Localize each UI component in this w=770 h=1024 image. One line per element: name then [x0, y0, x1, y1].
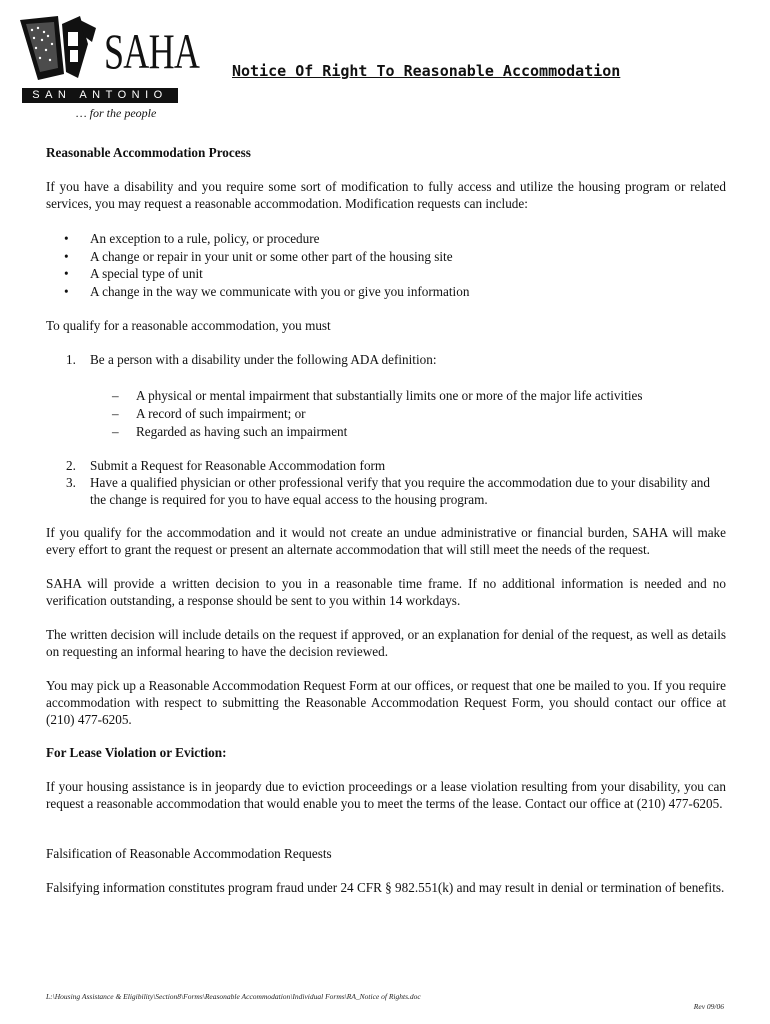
list-item: • A change in the way we communicate with you or give you information	[64, 283, 470, 299]
logo-city-bar: SAN ANTONIO	[22, 88, 178, 103]
intro-paragraph: If you have a disability and you require some sort of modification to fully access and utilize the housing program or related services, you may request a reasonable accommodation. Modification requests can include:	[46, 179, 726, 211]
written-decision-paragraph: The written decision will include details on the request if approved, or an explanation for denial of the request, as well as details on requesting an informal hearing to have the decision reviewed.	[46, 627, 726, 659]
list-item: – A physical or mental impairment that substantially limits one or more of the major life activities	[112, 388, 643, 403]
decision-paragraph: SAHA will provide a written decision to you in a reasonable time frame. If no additional information is needed and no verification outstanding, a response should be sent to you within 14 workdays.	[46, 576, 726, 608]
falsification-heading: Falsification of Reasonable Accommodation Requests	[46, 846, 332, 861]
falsification-paragraph: Falsifying information constitutes program fraud under 24 CFR § 982.551(k) and may result in denial or termination of benefits.	[46, 880, 725, 895]
qualify-steps-part1	[66, 351, 726, 368]
process-heading: Reasonable Accommodation Process	[46, 145, 251, 160]
logo-tagline: … for the people	[76, 106, 157, 120]
lease-violation-paragraph: If your housing assistance is in jeopardy due to eviction proceedings or a lease violation resulting from your disability, you can request a reasonable accommodation that would enable you to meet the terms of the lease. Contact our office at (210) 477-6205.	[46, 779, 726, 811]
list-item: 1. Be a person with a disability under the following ADA definition:	[66, 352, 437, 367]
pickup-paragraph: You may pick up a Reasonable Accommodation Request Form at our offices, or request that one be mailed to you. If you require accommodation with respect to submitting the Reasonable Accommodation Request Form, you should contact our office at (210) 477-6205.	[46, 678, 726, 727]
footer-file-path: L:\Housing Assistance & Eligibility\Section8\Forms\Reasonable Accommodation\Individual Forms\RA_Notice of Rights.doc	[46, 992, 421, 1001]
list-item: • A special type of unit	[64, 266, 203, 281]
qualify-steps-part2	[66, 457, 726, 508]
ada-definition-list	[112, 387, 712, 441]
saha-logo	[18, 14, 200, 124]
list-item: – Regarded as having such an impairment	[112, 424, 348, 439]
list-item: 2. Submit a Request for Reasonable Accommodation form	[66, 458, 386, 473]
page-title: Notice Of Right To Reasonable Accommodation	[232, 62, 621, 80]
list-item: • An exception to a rule, policy, or procedure	[64, 231, 320, 246]
modification-list	[62, 230, 722, 300]
qualify-paragraph: If you qualify for the accommodation and it would not create an undue administrative or financial burden, SAHA will make every effort to grant the request or present an alternate accommodation that will still meet the needs of the request.	[46, 525, 726, 557]
logo-wordmark: SAHA	[104, 23, 200, 79]
footer-revision: Rev 09/06	[693, 1002, 724, 1011]
qualify-intro: To qualify for a reasonable accommodation, you must	[46, 318, 331, 333]
list-item: – A record of such impairment; or	[112, 406, 306, 421]
list-item: 3. Have a qualified physician or other professional verify that you require the accommodation due to your disability and the change is required for you to have equal access to the housing program.	[66, 475, 710, 507]
saha-logo-graphic-icon	[18, 14, 98, 84]
list-item: • A change or repair in your unit or some other part of the housing site	[64, 248, 453, 264]
lease-violation-heading: For Lease Violation or Eviction:	[46, 745, 227, 760]
